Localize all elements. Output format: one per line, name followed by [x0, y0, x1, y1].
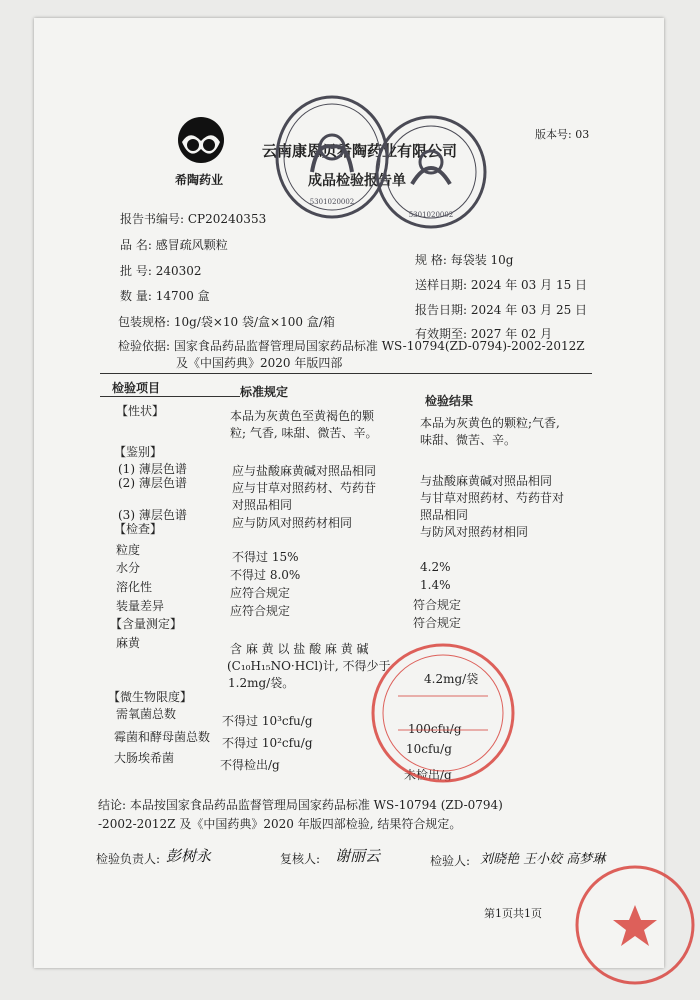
report-date-label: 报告日期:	[415, 303, 468, 317]
qty-label: 数 量:	[120, 289, 152, 303]
id2-result-2: 照品相同	[420, 508, 469, 522]
stamp2-code: 5301020002	[408, 211, 454, 219]
report-title: 成品检验报告单	[308, 173, 406, 189]
loading-item: 装量差异	[116, 599, 165, 613]
mold-result: 10cfu/g	[406, 742, 452, 756]
report-no: CP20240353	[187, 212, 267, 226]
inspector-label: 检验人:	[430, 854, 471, 868]
qty-value: 14700 盒	[155, 289, 210, 303]
loading-result: 符合规定	[413, 616, 462, 630]
id3-result: 与防风对照药材相同	[420, 525, 529, 539]
product-label: 品 名:	[120, 238, 152, 252]
aerobic-std: 不得过 10³cfu/g	[222, 714, 313, 728]
aerobic-result: 100cfu/g	[408, 722, 462, 736]
basis-line2: 及《中国药典》2020 年版四部	[176, 356, 343, 370]
product-name: 感冒疏风颗粒	[155, 238, 228, 252]
conclusion-line1: 结论: 本品按国家食品药品监督管理局国家药品标准 WS-10794 (ZD-0794)	[98, 798, 503, 812]
moisture-item: 水分	[116, 561, 141, 575]
col-result-header: 检验结果	[425, 394, 474, 408]
basis-line1: 国家食品药品监督管理局国家药品标准 WS-10794(ZD-0794)-2002-2012Z	[173, 339, 585, 353]
ephedra-std-1: 含 麻 黄 以 盐 酸 麻 黄 碱	[230, 642, 369, 656]
ecoli-std: 不得检出/g	[220, 758, 280, 772]
granularity-result: 4.2%	[420, 560, 451, 574]
appearance-std-2: 粒; 气香, 味甜、微苦、辛。	[230, 426, 378, 440]
solubility-item: 溶化性	[116, 580, 153, 594]
loading-std: 应符合规定	[230, 604, 291, 618]
table-header-rule	[100, 396, 240, 397]
reviewer-label: 复核人:	[280, 852, 321, 866]
spec-label: 规 格:	[415, 253, 447, 267]
aerobic-item: 需氧菌总数	[116, 707, 177, 721]
solubility-std: 应符合规定	[230, 586, 291, 600]
id2-result-1: 与甘草对照药材、芍药苷对	[420, 491, 565, 505]
ephedra-result: 4.2mg/袋	[424, 672, 479, 686]
section-micro: 【微生物限度】	[108, 690, 193, 704]
batch-label: 批 号:	[120, 264, 152, 278]
mold-std: 不得过 10²cfu/g	[222, 736, 313, 750]
ephedra-item: 麻黄	[116, 636, 141, 650]
inspector-signatures: 刘晓艳 王小姣 高梦琳	[480, 852, 606, 867]
inspector-chief-signature: 彭树永	[166, 847, 212, 865]
expiry-label: 有效期至:	[415, 327, 468, 341]
ephedra-std-3: 1.2mg/袋。	[228, 676, 295, 690]
id1-item: (1) 薄层色谱	[118, 462, 187, 476]
brand-name: 希陶药业	[175, 173, 224, 187]
suzhou-huadong-seal-stamp	[572, 862, 698, 988]
mold-item: 霉菌和酵母菌总数	[114, 730, 211, 744]
inspector-chief-label: 检验负责人:	[96, 852, 161, 866]
ecoli-item: 大肠埃希菌	[114, 751, 175, 765]
ephedra-std-2: (C₁₀H₁₅NO·HCl)计, 不得少于	[227, 659, 391, 673]
batch-no: 240302	[155, 264, 202, 278]
conba-seal-stamp	[368, 640, 518, 786]
sent-date-label: 送样日期:	[415, 278, 468, 292]
conclusion-line2: -2002-2012Z 及《中国药典》2020 年版四部检验, 结果符合规定。	[98, 817, 462, 831]
version-number: 版本号: 03	[535, 128, 590, 141]
appearance-std-1: 本品为灰黄色至黄褐色的颗	[230, 409, 375, 423]
appearance-res-2: 味甜、微苦、辛。	[420, 433, 517, 447]
sent-date: 2024 年 03 月 15 日	[470, 278, 588, 292]
id2-std-2: 对照品相同	[232, 498, 293, 512]
id1-result: 与盐酸麻黄碱对照品相同	[420, 474, 553, 488]
section-appearance: 【性状】	[116, 404, 165, 418]
spec-value: 每袋装 10g	[450, 253, 514, 267]
col-std-header: 标准规定	[240, 385, 289, 399]
reviewer-signature: 谢丽云	[335, 847, 381, 865]
col-item-header: 检验项目	[112, 381, 161, 395]
expiry-value: 2027 年 02 月	[470, 327, 553, 341]
appearance-res-1: 本品为灰黄色的颗粒;气香,	[420, 416, 560, 430]
id3-item: (3) 薄层色谱	[118, 508, 187, 522]
id1-std: 应与盐酸麻黄碱对照品相同	[232, 464, 377, 478]
solubility-result: 符合规定	[413, 598, 462, 612]
id3-std: 应与防风对照药材相同	[232, 516, 353, 530]
id2-std-1: 应与甘草对照药材、芍药苷	[232, 481, 377, 495]
id2-item: (2) 薄层色谱	[118, 476, 187, 490]
stamp1-code: 5301020002	[309, 198, 355, 206]
granularity-std: 不得过 15%	[232, 550, 299, 564]
company-name: 云南康恩贝希陶药业有限公司	[262, 142, 458, 160]
section-check: 【检查】	[114, 522, 163, 536]
report-date: 2024 年 03 月 25 日	[470, 303, 588, 317]
moisture-std: 不得过 8.0%	[230, 568, 301, 582]
table-top-rule	[100, 373, 592, 374]
granularity-item: 粒度	[116, 543, 141, 557]
basis-label: 检验依据:	[118, 339, 171, 353]
page-indicator: 第1页共1页	[484, 907, 542, 920]
company-logo-icon	[176, 115, 226, 165]
section-assay: 【含量测定】	[110, 617, 183, 631]
section-identify: 【鉴别】	[114, 445, 163, 459]
ecoli-result: 未检出/g	[404, 768, 452, 782]
report-no-label: 报告书编号:	[120, 212, 185, 226]
moisture-result: 1.4%	[420, 578, 451, 592]
pack-value: 10g/袋×10 袋/盒×100 盒/箱	[173, 315, 335, 329]
quality-dept-seal-stamp	[372, 112, 490, 232]
pack-label: 包装规格:	[118, 315, 171, 329]
